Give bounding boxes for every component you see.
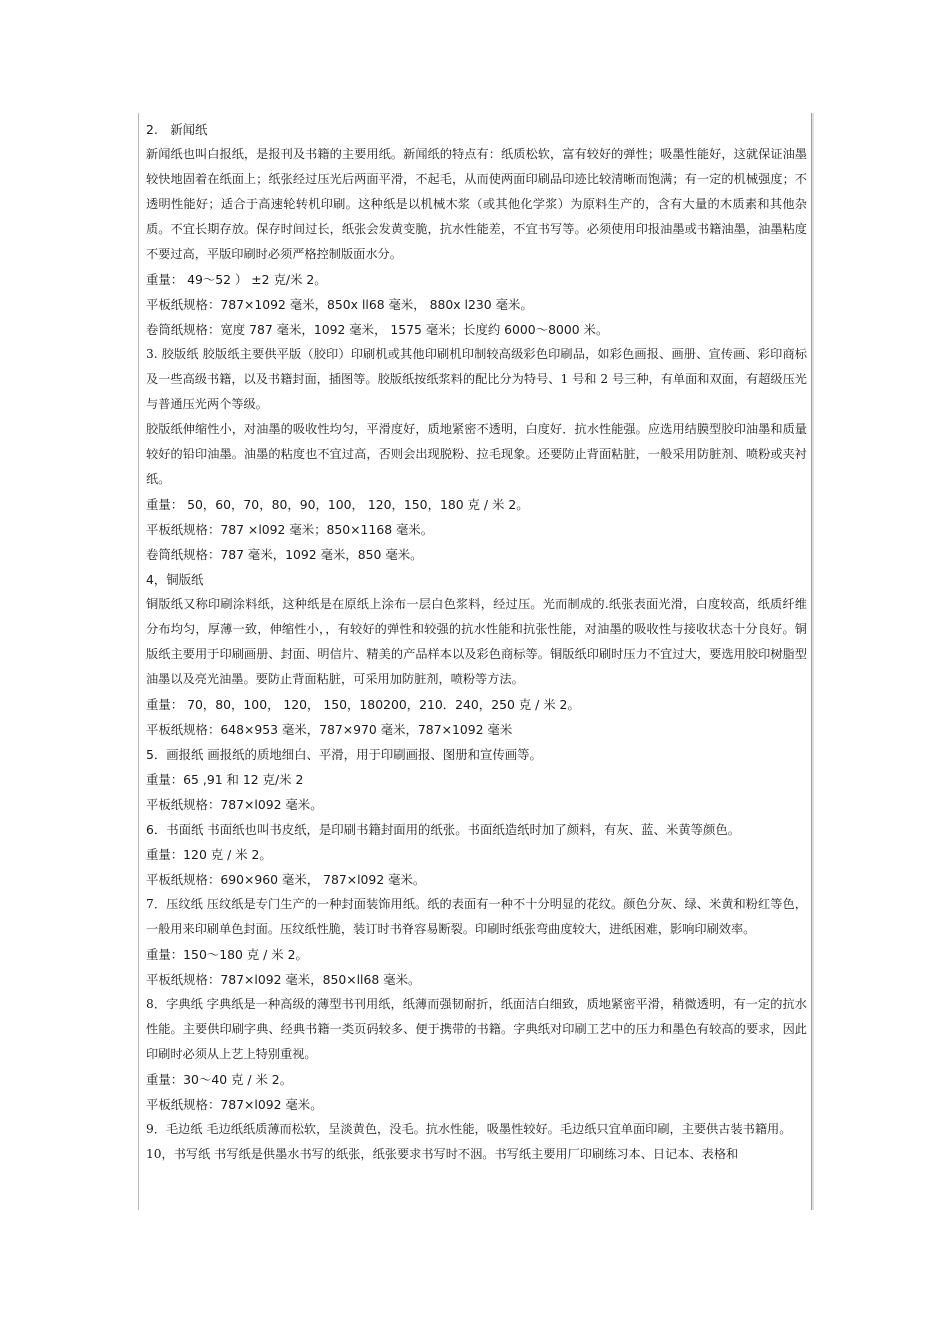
text-line: 重量：150～180 克 / 米 2。: [146, 947, 308, 962]
paragraph: 胶版纸伸缩性小，对油墨的吸收性均匀，平滑度好，质地紧密不透明，白度好．抗水性能强。应选用结膜型胶印油墨和质量较好的铅印油墨。油墨的粘度也不宜过高，否则会出现脱粉、拉毛现象。还要防止背面粘脏，一般采用防脏剂、喷粉或夹衬纸。: [146, 422, 807, 486]
text-line: 平板纸规格：787×l092 毫米。: [146, 1097, 323, 1112]
paragraph: 3. 胶版纸 胶版纸主要供平版（胶印）印刷机或其他印刷机印制较高级彩色印刷品，如彩色画报、画册、宣传画、彩印商标及一些高级书籍，以及书籍封面，插图等。胶版纸按纸浆料的配比分为特号、1 号和 2 号三种，有单面和双面，有超级压光与普通压光两个等级。: [146, 347, 807, 411]
text-line: 卷筒纸规格：787 毫米，1092 毫米，850 毫米。: [146, 547, 423, 562]
document-body: [139, 113, 811, 1167]
content-frame: [138, 113, 812, 1210]
text-line: 重量： 49～52 ） ±2 克/米 2。: [146, 272, 327, 287]
text-line: 5．画报纸 画报纸的质地细白、平滑，用于印刷画报、图册和宣传画等。: [146, 747, 542, 762]
text-line: 2. 新闻纸: [146, 122, 208, 137]
text-line: 平板纸规格：787×1092 毫米，850x ll68 毫米， 880x l230 毫米。: [146, 297, 533, 312]
text-line: 平板纸规格：787×l092 毫米。: [146, 797, 323, 812]
text-line: 重量：30～40 克 / 米 2。: [146, 1072, 293, 1087]
text-line: 重量： 70，80，100， 120， 150，180200，210．240，250 克 / 米 2。: [146, 697, 580, 712]
text-line: 平板纸规格：648×953 毫米，787×970 毫米，787×1092 毫米: [146, 722, 513, 737]
paragraph: 7．压纹纸 压纹纸是专门生产的一种封面装饰用纸。纸的表面有一种不十分明显的花纹。颜色分灰、绿、米黄和粉红等色，一般用来印刷单色封面。压纹纸性脆，装订时书脊容易断裂。印刷时纸张弯曲度较大，进纸困难，影响印刷效率。: [146, 897, 807, 936]
paragraph: 铜版纸又称印刷涂料纸，这种纸是在原纸上涂布一层白色浆料，经过压。光而制成的.纸张表面光滑，白度较高，纸质纤维分布均匀，厚薄一致，伸缩性小，，有较好的弹性和较强的抗水性能和抗张性能，对油墨的吸收性与接收状态十分良好。铜版纸主要用于印刷画册、封面、明信片、精美的产品样本以及彩色商标等。铜版纸印刷时压力不宜过大，要选用胶印树脂型油墨以及亮光油墨。要防止背面粘脏，可采用加防脏剂，喷粉等方法。: [146, 597, 807, 686]
text-line: 4，铜版纸: [146, 572, 204, 587]
text-line: 6．书面纸 书面纸也叫书皮纸，是印刷书籍封面用的纸张。书面纸造纸时加了颜料，有灰、蓝、米黄等颜色。: [146, 822, 741, 837]
text-line: 平板纸规格：787 ×l092 毫米；850×1168 毫米。: [146, 522, 434, 537]
text-line: 卷筒纸规格：宽度 787 毫米，1092 毫米， 1575 毫米；长度约 6000～8000 米。: [146, 322, 609, 337]
text-line: 重量：120 克 / 米 2。: [146, 847, 272, 862]
paragraph: 新闻纸也叫白报纸，是报刊及书籍的主要用纸。新闻纸的特点有：纸质松软，富有较好的弹性；吸墨性能好，这就保证油墨较快地固着在纸面上；纸张经过压光后两面平滑，不起毛，从而使两面印刷品印迹比较清晰而饱满；有一定的机械强度；不透明性能好；适合于高速轮转机印刷。这种纸是以机械木浆（或其他化学浆）为原料生产的，含有大量的木质素和其他杂质。不宜长期存放。保存时间过长，纸张会发黄变脆，抗水性能差，不宜书写等。必须使用印报油墨或书籍油墨，油墨粘度不要过高，平版印刷时必须严格控制版面水分。: [146, 147, 807, 261]
text-line: 重量：65 ,91 和 12 克/米 2: [146, 772, 304, 787]
paragraph: 10，书写纸 书写纸是供墨水书写的纸张，纸张要求书写时不洇。书写纸主要用厂印刷练习本、日记本、表格和: [146, 1147, 739, 1161]
paragraph: 9．毛边纸 毛边纸纸质薄而松软，呈淡黄色，没毛。抗水性能，吸墨性较好。毛边纸只宜单面印刷，主要供古装书籍用。: [146, 1122, 792, 1136]
text-line: 平板纸规格：787×l092 毫米，850×ll68 毫米。: [146, 972, 421, 987]
text-line: 重量： 50，60，70，80，90，100， 120，150，180 克 / 米 2。: [146, 497, 529, 512]
text-line: 平板纸规格：690×960 毫米， 787×l092 毫米。: [146, 872, 426, 887]
paragraph: 8．字典纸 字典纸是一种高级的薄型书刊用纸，纸薄而强韧耐折，纸面洁白细致，质地紧密平滑，稍微透明，有一定的抗水性能。主要供印刷字典、经典书籍一类页码较多、便于携带的书籍。字典纸对印刷工艺中的压力和墨色有较高的要求，因此印刷时必须从上艺上特别重视。: [146, 997, 807, 1061]
